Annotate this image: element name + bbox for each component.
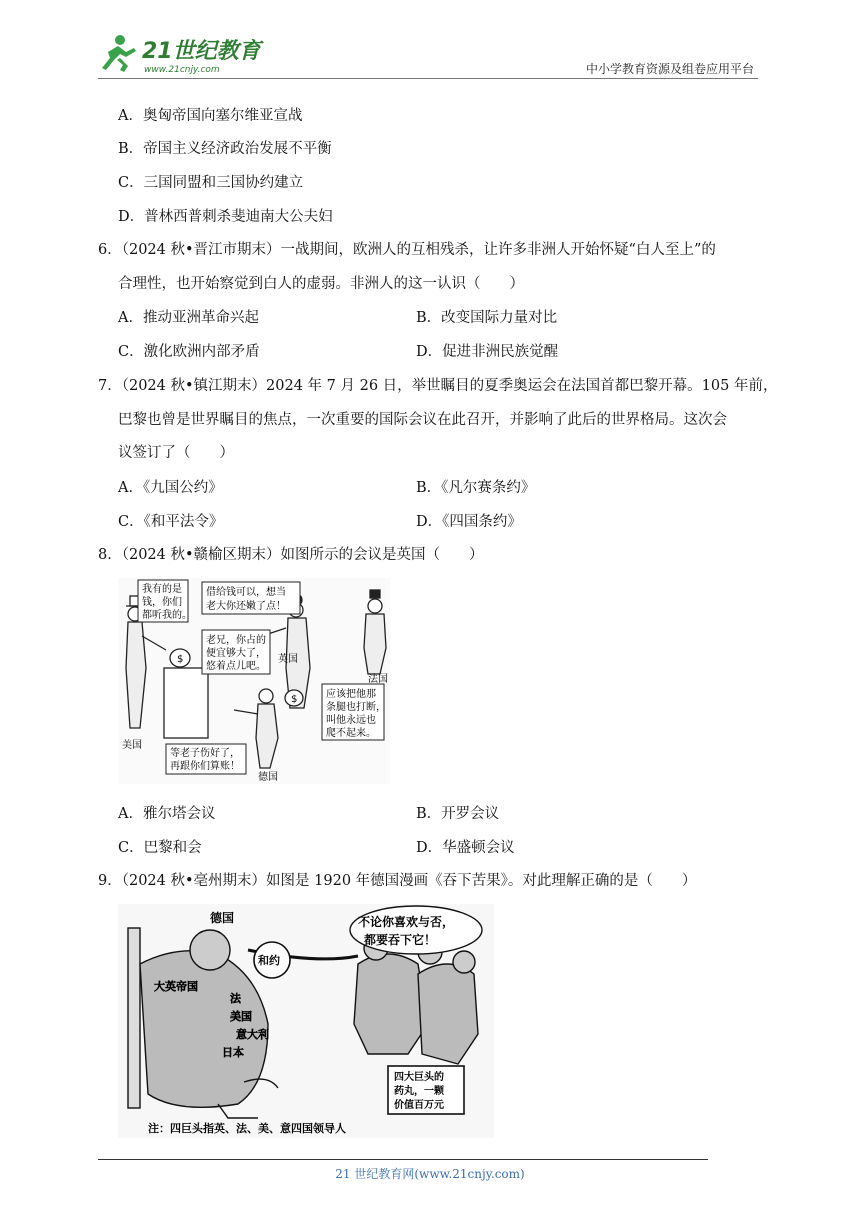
q8-option-c: C．巴黎和会 xyxy=(118,840,202,856)
q6-option-a: A．推动亚洲革命兴起 xyxy=(118,310,259,326)
q8-france-bubble-3: 叫他永远也 xyxy=(326,715,376,726)
page-header xyxy=(98,30,758,78)
svg-text:$: $ xyxy=(291,694,298,705)
q8-label-usa: 美国 xyxy=(122,740,142,751)
svg-text:$: $ xyxy=(177,654,184,665)
q9-germany-label: 德国 xyxy=(210,911,235,925)
q8-usa-bubble-3: 都听我的。 xyxy=(142,610,192,621)
q9-note: 注：四巨头指英、法、美、意四国领导人 xyxy=(148,1122,346,1135)
q9-bubble-line2: 都要吞下它！ xyxy=(364,933,437,947)
q7-stem-line2: 巴黎也曾是世界瞩目的焦点，一次重要的国际会议在此召开，并影响了此后的世界格局。这次会 xyxy=(118,412,727,428)
q5-option-c: C．三国同盟和三国协约建立 xyxy=(118,175,304,191)
q8-germany-bubble-2: 再跟你们算账！ xyxy=(170,761,240,772)
q5-option-a: A．奥匈帝国向塞尔维亚宣战 xyxy=(118,108,303,124)
q8-label-france: 法国 xyxy=(368,674,388,685)
q9-pillbox-line2: 药丸，一颗 xyxy=(394,1086,444,1097)
q6-option-d: D．促进非洲民族觉醒 xyxy=(416,344,559,360)
q8-uk-bubble1-1: 借给钱可以，想当 xyxy=(206,587,286,598)
footer-divider xyxy=(98,1159,708,1160)
q7-option-a: A．《九国公约》 xyxy=(118,480,223,496)
q9-label-usa: 美国 xyxy=(230,1010,252,1023)
q8-uk-bubble2-2: 便宜够大了， xyxy=(206,648,266,659)
q8-option-b: B．开罗会议 xyxy=(416,806,500,822)
q6-option-b: B．改变国际力量对比 xyxy=(416,310,558,326)
site-logo xyxy=(98,30,268,76)
logo-text: 21世纪教育 xyxy=(142,39,261,64)
q7-option-c: C．《和平法令》 xyxy=(118,514,224,530)
platform-name: 中小学教育资源及组卷应用平台 xyxy=(585,62,754,76)
q8-uk-bubble1-2: 老大你还嫩了点！ xyxy=(206,601,286,612)
q8-uk-bubble2-1: 老兄，你占的 xyxy=(206,635,266,646)
q7-option-b: B．《凡尔赛条约》 xyxy=(416,480,536,496)
q8-option-a: A．雅尔塔会议 xyxy=(118,806,216,822)
q8-france-bubble-4: 爬不起来。 xyxy=(326,728,376,739)
q9-label-japan: 日本 xyxy=(222,1046,244,1059)
q7-stem-line3: 议签订了（ ） xyxy=(118,445,234,461)
footer-text: 21 世纪教育网(www.21cnjy.com) xyxy=(335,1167,525,1181)
q7-option-d: D．《四国条约》 xyxy=(416,514,522,530)
q8-label-germany: 德国 xyxy=(258,772,278,783)
q6-option-c: C．激化欧洲内部矛盾 xyxy=(118,344,260,360)
q5-option-d: D．普林西普刺杀斐迪南大公夫妇 xyxy=(118,209,333,225)
q9-label-uk: 大英帝国 xyxy=(154,980,198,993)
logo-url: www.21cnjy.com xyxy=(144,65,220,75)
q9-label-france: 法 xyxy=(230,992,241,1005)
q8-usa-bubble-2: 钱，你们 xyxy=(142,597,182,608)
q9-pillbox-line1: 四大巨头的 xyxy=(394,1072,444,1083)
q8-cartoon xyxy=(118,578,390,784)
q6-stem-line2: 合理性，也开始察觉到白人的虚弱。非洲人的这一认识（ ） xyxy=(118,276,524,292)
q8-france-bubble-2: 条腿也打断， xyxy=(326,702,386,713)
q7-stem-line1: 7．（2024 秋•镇江期末）2024 年 7 月 26 日，举世瞩目的夏季奥运会在法国首都巴黎开幕。105 年前， xyxy=(98,378,778,394)
q9-bubble-line1: 不论你喜欢与否， xyxy=(358,915,455,929)
q8-germany-bubble-1: 等老子伤好了， xyxy=(170,748,240,759)
q8-uk-bubble2-3: 悠着点儿吧。 xyxy=(206,661,266,672)
q9-cartoon xyxy=(118,904,494,1138)
q9-pill-label: 和约 xyxy=(258,954,280,967)
header-divider xyxy=(98,78,758,79)
q8-option-d: D．华盛顿会议 xyxy=(416,840,515,856)
q9-label-italy: 意大利 xyxy=(236,1028,269,1041)
q8-france-bubble-1: 应该把他那 xyxy=(326,689,376,700)
q5-option-b: B．帝国主义经济政治发展不平衡 xyxy=(118,141,332,157)
q8-label-uk: 英国 xyxy=(278,654,298,665)
q9-pillbox-line3: 价值百万元 xyxy=(394,1100,444,1111)
q8-stem: 8．（2024 秋•赣榆区期末）如图所示的会议是英国（ ） xyxy=(98,547,484,563)
q9-stem: 9．（2024 秋•亳州期末）如图是 1920 年德国漫画《吞下苦果》。对此理解正确的是（ ） xyxy=(98,873,697,889)
q8-usa-bubble-1: 我有的是 xyxy=(142,584,182,595)
q6-stem-line1: 6．（2024 秋•晋江市期末）一战期间，欧洲人的互相残杀，让许多非洲人开始怀疑“白人至上”的 xyxy=(98,242,716,258)
